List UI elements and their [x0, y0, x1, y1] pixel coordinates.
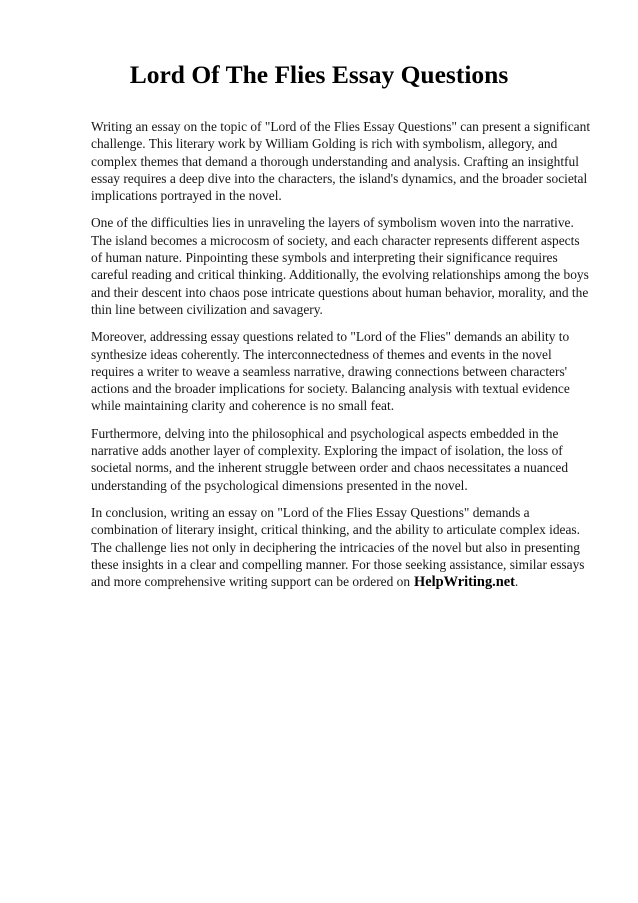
essay-body [91, 118, 591, 601]
paragraph-intro: Writing an essay on the topic of "Lord of the Flies Essay Questions" can present a significant challenge. This literary work by William Golding is rich with symbolism, allegory, and complex themes that demand a thorough understanding and analysis. Crafting an insightful essay requires a deep dive into the characters, the island's dynamics, and the broader societal implications portrayed in the novel. [91, 119, 591, 204]
paragraph-symbolism: One of the difficulties lies in unraveling the layers of symbolism woven into the narrative. The island becomes a microcosm of society, and each character represents different aspects of human nature. Pinpointing these symbols and interpreting their significance requires careful reading and critical thinking. Additionally, the evolving relationships among the boys and their descent into chaos pose intricate questions about human behavior, morality, and the thin line between civilization and savagery. [91, 215, 589, 317]
conclusion-end: . [514, 574, 519, 590]
helpwriting-link[interactable]: HelpWriting.net [414, 574, 515, 591]
page-title: Lord Of The Flies Essay Questions [129, 60, 509, 89]
conclusion-text: In conclusion, writing an essay on "Lord of the Flies Essay Questions" demands a combination of literary insight, critical thinking, and the ability to articulate complex ideas. The challenge lies not only in deciphering the intricacies of the novel but also in presenting these insights in a clear and compelling manner. For those seeking assistance, similar essays and more comprehensive writing support can be ordered on [91, 504, 585, 590]
paragraph-conclusion [91, 504, 591, 591]
paragraph-synthesis: Moreover, addressing essay questions related to "Lord of the Flies" demands an ability to synthesize ideas coherently. The interconnectedness of themes and events in the novel requires a writer to weave a seamless narrative, drawing connections between characters' actions and the broader implications for society. Balancing analysis with textual evidence while maintaining clarity and coherence is no small feat. [91, 329, 570, 414]
paragraph-philosophy: Furthermore, delving into the philosophical and psychological aspects embedded in the narrative adds another layer of complexity. Exploring the impact of isolation, the loss of societal norms, and the inherent struggle between order and chaos necessitates a nuanced understanding of the psychological dimensions presented in the novel. [91, 425, 569, 493]
